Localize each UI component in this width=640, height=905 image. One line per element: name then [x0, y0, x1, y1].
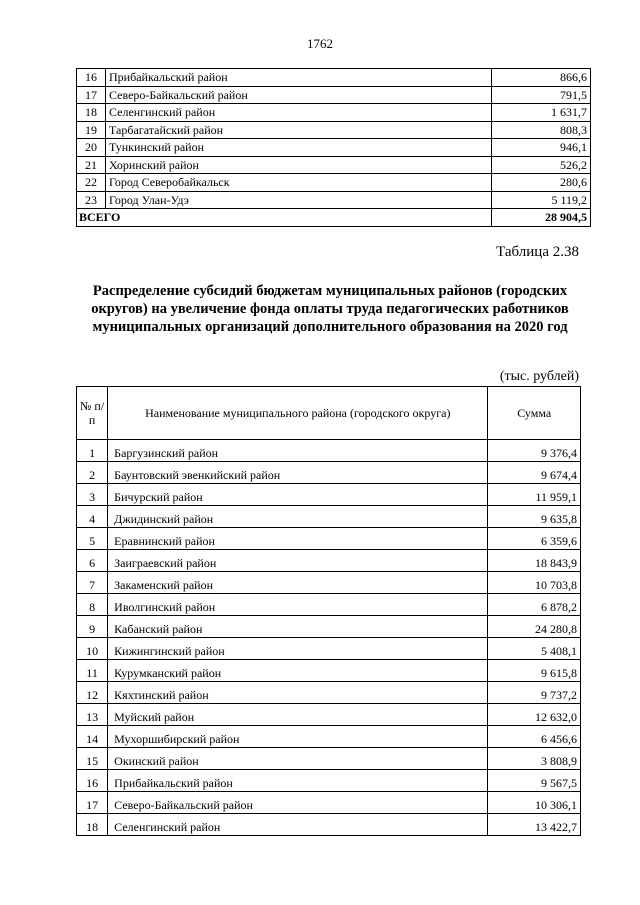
row-sum: 24 280,8 — [488, 616, 581, 638]
row-number: 7 — [77, 572, 108, 594]
row-sum: 946,1 — [492, 139, 591, 157]
row-name: Прибайкальский район — [108, 770, 488, 792]
total-label: ВСЕГО — [77, 209, 492, 227]
row-name: Бичурский район — [108, 484, 488, 506]
row-sum: 9 567,5 — [488, 770, 581, 792]
row-number: 12 — [77, 682, 108, 704]
table-row — [77, 104, 591, 122]
row-name: Хоринский район — [106, 156, 492, 174]
row-sum: 526,2 — [492, 156, 591, 174]
row-number: 3 — [77, 484, 108, 506]
row-number: 10 — [77, 638, 108, 660]
row-number: 6 — [77, 550, 108, 572]
row-name: Тарбагатайский район — [106, 121, 492, 139]
table-row — [77, 616, 581, 638]
row-sum: 808,3 — [492, 121, 591, 139]
row-number: 2 — [77, 462, 108, 484]
table-row — [77, 462, 581, 484]
row-name: Город Северобайкальск — [106, 174, 492, 192]
table-row — [77, 594, 581, 616]
table-row — [77, 86, 591, 104]
row-name: Муйский район — [108, 704, 488, 726]
table-row — [77, 792, 581, 814]
row-number: 13 — [77, 704, 108, 726]
row-number: 14 — [77, 726, 108, 748]
row-number: 21 — [77, 156, 106, 174]
total-row — [77, 209, 591, 227]
table-row — [77, 726, 581, 748]
row-name: Баргузинский район — [108, 440, 488, 462]
table-row — [77, 174, 591, 192]
row-number: 8 — [77, 594, 108, 616]
row-sum: 280,6 — [492, 174, 591, 192]
row-sum: 9 635,8 — [488, 506, 581, 528]
row-number: 19 — [77, 121, 106, 139]
row-number: 17 — [77, 792, 108, 814]
row-name: Баунтовский эвенкийский район — [108, 462, 488, 484]
table-row — [77, 156, 591, 174]
row-sum: 6 878,2 — [488, 594, 581, 616]
table-row — [77, 748, 581, 770]
row-name: Джидинский район — [108, 506, 488, 528]
row-name: Заиграевский район — [108, 550, 488, 572]
row-name: Мухоршибирский район — [108, 726, 488, 748]
header-num: № п/п — [77, 387, 108, 440]
row-name: Прибайкальский район — [106, 69, 492, 87]
row-name: Северо-Байкальский район — [106, 86, 492, 104]
row-sum: 13 422,7 — [488, 814, 581, 836]
header-name: Наименование муниципального района (городского округа) — [108, 387, 488, 440]
total-sum: 28 904,5 — [492, 209, 591, 227]
row-sum: 10 703,8 — [488, 572, 581, 594]
row-sum: 6 359,6 — [488, 528, 581, 550]
row-sum: 866,6 — [492, 69, 591, 87]
row-name: Северо-Байкальский район — [108, 792, 488, 814]
row-number: 4 — [77, 506, 108, 528]
row-number: 5 — [77, 528, 108, 550]
table-row — [77, 191, 591, 209]
row-number: 15 — [77, 748, 108, 770]
row-sum: 9 737,2 — [488, 682, 581, 704]
subsidy-table — [76, 386, 581, 836]
row-number: 17 — [77, 86, 106, 104]
row-name: Тункинский район — [106, 139, 492, 157]
row-name: Кабанский район — [108, 616, 488, 638]
row-name: Окинский район — [108, 748, 488, 770]
row-sum: 6 456,6 — [488, 726, 581, 748]
row-name: Селенгинский район — [106, 104, 492, 122]
row-name: Закаменский район — [108, 572, 488, 594]
row-sum: 1 631,7 — [492, 104, 591, 122]
table-row — [77, 638, 581, 660]
row-number: 11 — [77, 660, 108, 682]
row-number: 18 — [77, 814, 108, 836]
table-row — [77, 69, 591, 87]
table-row — [77, 484, 581, 506]
row-name: Селенгинский район — [108, 814, 488, 836]
table-row — [77, 139, 591, 157]
row-name: Курумканский район — [108, 660, 488, 682]
table-row — [77, 660, 581, 682]
row-sum: 12 632,0 — [488, 704, 581, 726]
table-row — [77, 121, 591, 139]
units-label: (тыс. рублей) — [499, 369, 579, 384]
row-sum: 9 376,4 — [488, 440, 581, 462]
row-name: Еравнинский район — [108, 528, 488, 550]
row-sum: 791,5 — [492, 86, 591, 104]
row-sum: 9 674,4 — [488, 462, 581, 484]
row-sum: 5 408,1 — [488, 638, 581, 660]
row-sum: 5 119,2 — [492, 191, 591, 209]
row-name: Иволгинский район — [108, 594, 488, 616]
row-number: 18 — [77, 104, 106, 122]
table-row — [77, 682, 581, 704]
table-label: Таблица 2.38 — [496, 244, 579, 260]
row-number: 16 — [77, 770, 108, 792]
row-number: 1 — [77, 440, 108, 462]
table-row — [77, 572, 581, 594]
row-name: Кяхтинский район — [108, 682, 488, 704]
row-sum: 11 959,1 — [488, 484, 581, 506]
table-row — [77, 770, 581, 792]
row-sum: 9 615,8 — [488, 660, 581, 682]
row-name: Кижингинский район — [108, 638, 488, 660]
row-sum: 3 808,9 — [488, 748, 581, 770]
table-title: Распределение субсидий бюджетам муниципальных районов (городских округов) на увеличение фонда оплаты труда педагогических работников муниципальных организаций дополнительного образования на 2020 год — [91, 283, 569, 335]
table-row — [77, 528, 581, 550]
row-number: 22 — [77, 174, 106, 192]
row-number: 23 — [77, 191, 106, 209]
header-sum: Сумма — [488, 387, 581, 440]
row-number: 9 — [77, 616, 108, 638]
table-row — [77, 506, 581, 528]
row-number: 20 — [77, 139, 106, 157]
row-number: 16 — [77, 69, 106, 87]
row-name: Город Улан-Удэ — [106, 191, 492, 209]
previous-table-continuation — [76, 68, 591, 227]
table-row — [77, 550, 581, 572]
table-row — [77, 704, 581, 726]
table-row — [77, 440, 581, 462]
row-sum: 18 843,9 — [488, 550, 581, 572]
table-row — [77, 814, 581, 836]
row-sum: 10 306,1 — [488, 792, 581, 814]
page-number: 1762 — [307, 36, 333, 51]
table-header-row — [77, 387, 581, 440]
